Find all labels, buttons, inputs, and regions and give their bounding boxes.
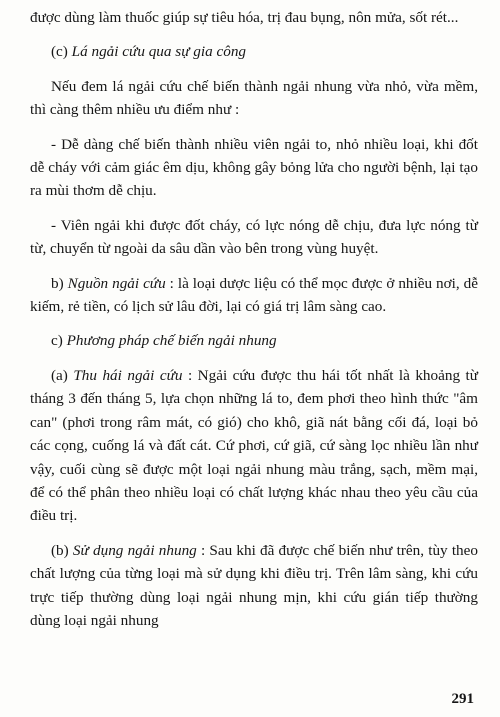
text-run: b) bbox=[51, 274, 68, 292]
italic-text: Phương pháp chế biến ngải nhung bbox=[66, 332, 277, 350]
italic-text: Thu hái ngải cứu bbox=[73, 366, 183, 384]
body-paragraph bbox=[30, 133, 478, 203]
page-number: 291 bbox=[451, 691, 474, 707]
text-run: c) bbox=[51, 332, 67, 350]
text-run: : Ngải cứu được thu hái tốt nhất là khoảng từ tháng 3 đến tháng 5, lựa chọn những lá to, đem phơi theo hình thức "âm can" (phơi trong râm mát, có gió) cho khô, giã nát bằng cối đá, loại bỏ các cọng, cuống lá và đất cát. Cứ phơi, cứ giã, cứ sàng lọc nhiều lần như vậy, cuối cùng sẽ được một loại ngải nhung màu trắng, sạch, mềm mại, để có thể phân theo nhiều loại có chất lượng khác nhau theo yêu cầu của điều trị. bbox=[30, 366, 478, 525]
text-run: Nếu đem lá ngải cứu chế biến thành ngải nhung vừa nhỏ, vừa mềm, thì càng thêm nhiều ưu điểm như : bbox=[30, 77, 478, 119]
body-paragraph bbox=[30, 364, 478, 528]
text-run: (c) bbox=[51, 43, 72, 61]
text-run: (b) bbox=[51, 541, 73, 559]
body-paragraph bbox=[30, 539, 478, 633]
text-run: (a) bbox=[51, 366, 74, 384]
text-run: : Sau khi đã được chế biến như trên, tùy theo chất lượng của từng loại mà sử dụng khi điều trị. Trên lâm sàng, khi cứu trực tiếp thường dùng loại ngải nhung mịn, khi cứu gián tiếp thường dùng loại ngải nhung bbox=[30, 541, 478, 629]
body-paragraph bbox=[30, 214, 478, 261]
text-run: được dùng làm thuốc giúp sự tiêu hóa, trị đau bụng, nôn mửa, sốt rét... bbox=[30, 9, 459, 26]
body-paragraph bbox=[30, 75, 478, 122]
italic-text: Sử dụng ngải nhung bbox=[72, 541, 197, 559]
italic-text: Nguồn ngải cứu bbox=[67, 274, 166, 292]
text-run: : là loại dược liệu có thể mọc được ở nhiều nơi, dễ kiếm, rẻ tiền, có lịch sử lâu đời, lại có giá trị lâm sàng cao. bbox=[30, 274, 478, 316]
body-paragraph bbox=[30, 6, 478, 29]
page-body-text bbox=[30, 6, 478, 632]
italic-text: Lá ngải cứu qua sự gia công bbox=[71, 43, 247, 61]
body-paragraph bbox=[30, 272, 478, 319]
section-heading bbox=[30, 40, 478, 63]
text-run: - Dễ dàng chế biến thành nhiều viên ngải to, nhỏ nhiều loại, khi đốt dễ cháy với cảm giác êm dịu, không gây bỏng lửa cho người bệnh, lại tạo ra mùi thơm dễ chịu. bbox=[30, 135, 478, 200]
text-run: - Viên ngải khi được đốt cháy, có lực nóng dễ chịu, đưa lực nóng từ từ, chuyển từ ngoài da sâu dần vào bên trong vùng huyệt. bbox=[30, 216, 478, 258]
section-heading bbox=[30, 329, 478, 352]
